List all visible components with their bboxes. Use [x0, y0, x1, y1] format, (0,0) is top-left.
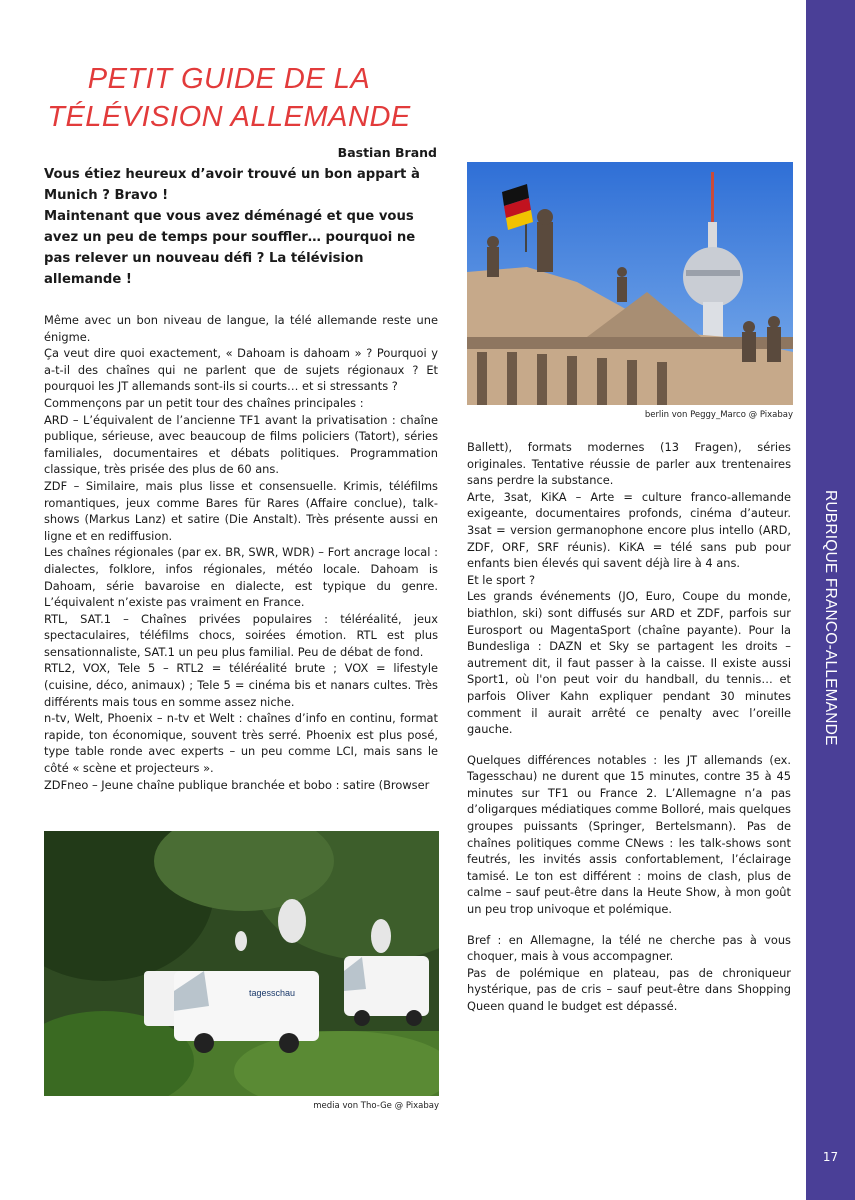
title-line-2: TÉLÉVISION ALLEMANDE	[47, 101, 411, 133]
body-paragraph: Quelques différences notables : les JT allemands (ex. Tagesschau) ne durent que 15 minutes, contre 35 à 45 minutes sur TF1 ou France 2. L’Allemagne n’a pas d’oligarques médiatiques comme Bolloré, mais quelques groupes puissants (Springer, Bertelsmann). Pas de chaînes politiques comme CNews : les talk-shows sont feutrés, les invités assis confortablement, l’éclairage tamisé. Le ton est différent : moins de clash, plus de calme – sauf peut-être dans la Heute Show, à mon goût un peu trop univoque et polémique.	[467, 752, 791, 917]
left-column	[44, 312, 438, 793]
page-number: 17	[822, 1150, 839, 1164]
right-column	[467, 439, 791, 1015]
body-paragraph: Commençons par un petit tour des chaînes principales :	[44, 395, 364, 410]
body-paragraph: n-tv, Welt, Phoenix – n-tv et Welt : chaînes d’info en continu, format rapide, ton économique, souvent très serré. Phoenix est plus posé, type table ronde avec experts – un peu comme LCI, mais sans le côté « scène et projecteurs ».	[44, 711, 438, 776]
article-title	[44, 60, 414, 136]
body-paragraph: Ça veut dire quoi exactement, « Dahoam is dahoam » ? Pourquoi y a-t-il des chaînes qui ne parlent que de sujets régionaux ? Et pourquoi les JT allemands sont-ils si courts… et si stressants ?	[44, 346, 438, 394]
van-logo: tagesschau	[249, 988, 296, 998]
body-paragraph: Arte, 3sat, KiKA – Arte = culture franco-allemande exigeante, documentaires profonds, cinéma d’auteur. 3sat = version germanophone encore plus intello (ARD, ZDF, ORF, SRF réunis). KiKA = télé sans pub pour enfants bien élevés qui savent déjà lire à 4 ans.	[467, 489, 791, 571]
body-paragraph: RTL, SAT.1 – Chaînes privées populaires : téléréalité, jeux spectaculaires, téléfilms chocs, soirées émotion. RTL est plus sensationnaliste, SAT.1 un peu plus familial. Peu de débat de fond.	[44, 611, 438, 659]
body-paragraph: Et le sport ?	[467, 572, 536, 587]
body-paragraph: RTL2, VOX, Tele 5 – RTL2 = téléréalité brute ; VOX = lifestyle (cuisine, déco, animaux) ; Tele 5 = cinéma bis et nanars cultes. Très différents mais tous en somme assez niche.	[44, 661, 438, 709]
body-paragraph: Les chaînes régionales (par ex. BR, SWR, WDR) – Fort ancrage local : dialectes, folklore, infos régionales, météo locale. Dahoam is Dahoam, série bavaroise en dialecte, est typique du genre. L’équivalent n’existe pas vraiment en France.	[44, 545, 438, 610]
body-paragraph: ZDF – Similaire, mais plus lisse et consensuelle. Krimis, téléfilms romantiques, jeux comme Bares für Rares (Affaire conclue), talk-shows (Markus Lanz) et satire (Die Anstalt). Très présente aussi en ligne et en rediffusion.	[44, 478, 438, 543]
title-line-1: PETIT GUIDE DE LA	[87, 63, 371, 95]
body-paragraph: ZDFneo – Jeune chaîne publique branchée et bobo : satire (Browser	[44, 777, 430, 792]
media-photo-caption: media von Tho-Ge @ Pixabay	[313, 1101, 439, 1111]
body-paragraph: Pas de polémique en plateau, pas de chroniqueur hystérique, pas de cris – sauf peut-être dans Shopping Queen quand le budget est dépassé.	[467, 965, 791, 1013]
body-paragraph: Même avec un bon niveau de langue, la télé allemande reste une énigme.	[44, 313, 438, 344]
author: Bastian Brand	[337, 145, 437, 160]
body-paragraph: ARD – L’équivalent de l’ancienne TF1 avant la privatisation : chaîne publique, sérieuse, avec beaucoup de films policiers (Tatort), séries familiales, documentaires et débats politiques. Programmation classique, très prisée des plus de 60 ans.	[44, 412, 438, 477]
intro	[44, 164, 444, 290]
body-paragraph: Les grands événements (JO, Euro, Coupe du monde, biathlon, ski) sont diffusés sur ARD et ZDF, parfois sur Eurosport ou MagentaSport (chaîne payante). Pour la Bundesliga : DAZN et Sky se partagent les droits – autrement dit, il faut passer à la caisse. Il existe aussi Sport1, où l'on peut voir du handball, du tennis… et parfois Oliver Kahn expliquer pendant 30 minutes comment il aurait arrêté ce penalty avec l’oreille gauche.	[467, 589, 791, 737]
rubrique-label: RUBRIQUE FRANCO-ALLEMANDE	[822, 490, 839, 746]
berlin-photo-caption: berlin von Peggy_Marco @ Pixabay	[644, 410, 793, 420]
berlin-photo	[467, 162, 793, 405]
intro-paragraph: Maintenant que vous avez déménagé et que vous avez un peu de temps pour souffler… pourquoi ne pas relever un nouveau défi ? La télévision allemande !	[44, 209, 416, 287]
media-photo	[44, 831, 439, 1096]
body-paragraph: Bref : en Allemagne, la télé ne cherche pas à vous choquer, mais à vous accompagner.	[467, 932, 791, 964]
intro-paragraph: Vous étiez heureux d’avoir trouvé un bon appart à Munich ? Bravo !	[44, 167, 420, 203]
body-paragraph: Ballett), formats modernes (13 Fragen), séries originales. Tentative réussie de parler aux trentenaires sans perdre la substance.	[467, 440, 791, 488]
